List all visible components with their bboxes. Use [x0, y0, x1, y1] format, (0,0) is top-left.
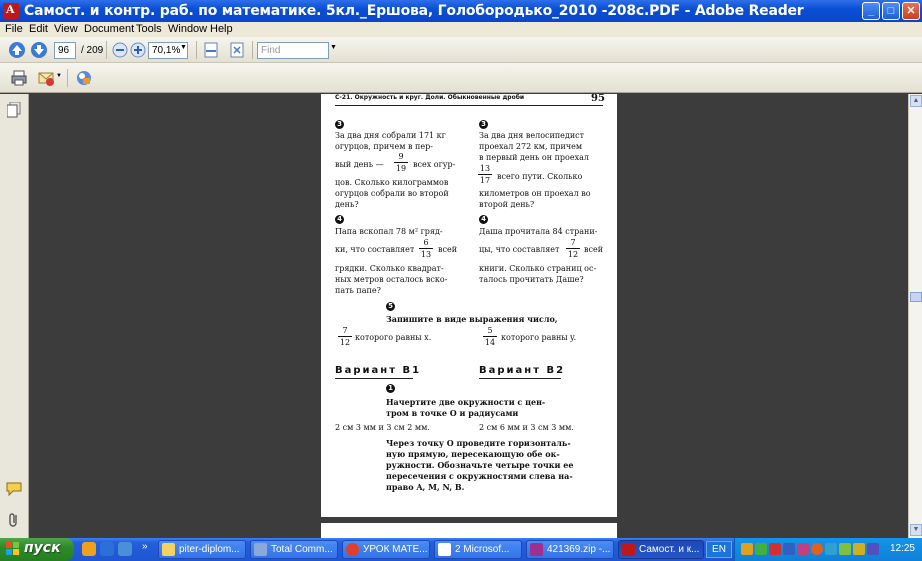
text-line: второй день? — [479, 200, 535, 209]
text-line: ки, что составляет — [335, 245, 415, 254]
fit-width-icon[interactable] — [202, 41, 220, 59]
taskbar — [0, 538, 922, 561]
fraction — [338, 326, 352, 347]
pdf-next-page — [321, 523, 617, 538]
find-dropdown-arrow-icon[interactable]: ▼ — [330, 44, 337, 51]
variant-underline — [335, 378, 413, 379]
text-line: пать папе? — [335, 286, 381, 295]
header-rule — [335, 105, 603, 106]
navigation-panel — [0, 94, 29, 538]
fraction — [394, 152, 408, 173]
menu-bar — [0, 22, 922, 37]
text-line: пересечения с окружностями слева на- — [386, 471, 573, 481]
clock[interactable]: 12:25 — [889, 543, 915, 554]
text-line: книги. Сколько страниц ос- — [479, 264, 597, 273]
page-number: 95 — [591, 94, 605, 104]
zoom-out-icon[interactable] — [111, 41, 129, 59]
variant-underline — [479, 378, 561, 379]
text-line: 2 см 3 мм и 3 см 2 мм. — [335, 423, 430, 432]
toolbar-divider — [252, 41, 253, 59]
vertical-scrollbar[interactable] — [908, 94, 922, 538]
collaborate-icon[interactable] — [75, 69, 93, 87]
pages-panel-icon[interactable] — [7, 102, 21, 118]
text-line: Через точку O проведите горизонталь- — [386, 438, 571, 448]
text-line: которого равны x. — [355, 333, 432, 342]
minimize-button[interactable]: _ — [862, 2, 880, 20]
close-button[interactable]: ✕ — [902, 2, 920, 20]
text-line: ную прямую, пересекающую обе ок- — [386, 449, 560, 459]
text-line: Запишите в виде выражения число, — [386, 314, 558, 324]
total-commander-icon — [254, 543, 267, 556]
start-label: пуск — [24, 540, 61, 556]
fit-page-icon[interactable] — [228, 41, 246, 59]
fraction-numerator: 6 — [423, 238, 429, 247]
system-tray — [734, 538, 922, 561]
text-line: огурцов собрали во второй — [335, 189, 449, 198]
variant-b1-heading: Вариант В1 — [335, 365, 422, 376]
taskbar-item[interactable]: 2 Microsof... — [434, 540, 522, 559]
windows-logo-icon — [6, 542, 20, 556]
task-number-badge: 4 — [479, 215, 488, 224]
tray-app-icon[interactable] — [825, 543, 837, 555]
attachments-paperclip-icon[interactable] — [7, 512, 21, 528]
task-number-badge: 4 — [335, 215, 344, 224]
toolbar-divider — [196, 41, 197, 59]
fraction — [566, 238, 580, 259]
scroll-down-arrow-icon[interactable]: ▼ — [910, 524, 922, 536]
text-line: вый день — — [335, 160, 384, 169]
variant-b2-heading: Вариант В2 — [479, 365, 566, 376]
fraction-denominator: 19 — [395, 164, 407, 173]
chrome-icon — [346, 543, 359, 556]
fraction-denominator: 14 — [484, 338, 496, 347]
page-total: / 209 — [81, 45, 104, 56]
menu-window[interactable]: Window — [168, 23, 208, 35]
taskbar-item-active[interactable]: Самост. и к... — [618, 540, 704, 559]
file-toolbar — [0, 63, 922, 93]
menu-help[interactable]: Help — [210, 23, 233, 35]
pdf-page — [321, 94, 617, 517]
text-line: проехал 272 км, причем — [479, 142, 583, 151]
text-line: За два дня велосипедист — [479, 131, 585, 140]
page-header-title: С-21. Окружность и круг. Доли. Обыкновенные дроби — [335, 94, 525, 101]
tray-app-icon[interactable] — [741, 543, 753, 555]
fraction-denominator: 12 — [339, 338, 351, 347]
text-line: всей — [438, 245, 458, 254]
text-line: всей — [584, 245, 604, 254]
tray-app-icon[interactable] — [811, 543, 823, 555]
email-icon[interactable] — [37, 69, 55, 87]
adobe-reader-icon — [622, 543, 635, 556]
menu-document[interactable]: Document — [84, 23, 135, 35]
zoom-level-select[interactable]: 70,1% — [148, 42, 188, 59]
text-line: Папа вскопал 78 м² гряд- — [335, 227, 443, 236]
tray-app-icon[interactable] — [797, 543, 809, 555]
fraction-denominator: 13 — [420, 250, 432, 259]
zoom-dropdown-arrow-icon[interactable]: ▼ — [180, 44, 187, 51]
fraction-numerator: 13 — [479, 164, 491, 173]
window-title: Самост. и контр. раб. по математике. 5кл._Ершова, Голобородько_2010 -208с.PDF - Adobe Reader — [24, 3, 804, 19]
email-dropdown-arrow-icon[interactable]: ▼ — [56, 73, 62, 79]
taskbar-item[interactable]: 421369.zip -... — [526, 540, 614, 559]
adobe-reader-icon: A — [3, 3, 19, 19]
tray-app-icon[interactable] — [867, 543, 879, 555]
print-icon[interactable] — [10, 69, 28, 87]
text-line: талось прочитать Даше? — [479, 275, 584, 284]
comments-panel-icon[interactable] — [6, 482, 22, 496]
taskbar-item[interactable]: piter-diplom... — [158, 540, 246, 559]
tray-app-icon[interactable] — [769, 543, 781, 555]
fraction — [483, 326, 497, 347]
tray-app-icon[interactable] — [853, 543, 865, 555]
task-number-badge: 3 — [335, 120, 344, 129]
tray-app-icon[interactable] — [783, 543, 795, 555]
taskbar-item[interactable]: Total Comm... — [250, 540, 338, 559]
quicklaunch-avast-icon[interactable] — [82, 542, 96, 556]
find-input[interactable]: Find — [257, 42, 329, 59]
text-line: Начертите две окружности с цен- — [386, 397, 546, 407]
maximize-button[interactable]: □ — [882, 2, 900, 20]
text-line: тром в точке O и радиусами — [386, 408, 519, 418]
menu-view[interactable]: View — [54, 23, 78, 35]
taskbar-item[interactable]: УРОК МАТЕ... — [342, 540, 430, 559]
quicklaunch-desktop-icon[interactable] — [118, 542, 132, 556]
text-line: Даша прочитала 84 страни- — [479, 227, 598, 236]
text-line: право A, M, N, B. — [386, 482, 465, 492]
fraction-denominator: 12 — [567, 250, 579, 259]
document-view[interactable] — [29, 94, 908, 538]
text-line: ных метров осталось вско- — [335, 275, 448, 284]
fraction — [419, 238, 433, 259]
scrollbar-thumb[interactable] — [910, 292, 922, 302]
task-number-badge: 5 — [386, 302, 395, 311]
text-line: 2 см 6 мм и 3 см 3 мм. — [479, 423, 574, 432]
menu-tools[interactable]: Tools — [136, 23, 162, 35]
tray-app-icon[interactable] — [839, 543, 851, 555]
language-indicator[interactable]: EN — [706, 541, 732, 558]
text-line: цов. Сколько килограммов — [335, 178, 449, 187]
scroll-up-arrow-icon[interactable]: ▲ — [910, 95, 922, 107]
text-line: километров он проехал во — [479, 189, 591, 198]
zoom-in-icon[interactable] — [129, 41, 147, 59]
title-bar[interactable] — [0, 0, 922, 22]
fraction-denominator: 17 — [479, 176, 491, 185]
folder-icon — [162, 543, 175, 556]
text-line: За два дня собрали 171 кг — [335, 131, 446, 140]
fraction-numerator: 5 — [487, 326, 493, 335]
text-line: грядки. Сколько квадрат- — [335, 264, 444, 273]
quicklaunch-ie-icon[interactable] — [100, 542, 114, 556]
next-page-icon[interactable] — [30, 41, 48, 59]
task-number-badge: 3 — [479, 120, 488, 129]
quicklaunch-more-icon[interactable]: » — [142, 541, 148, 552]
tray-app-icon[interactable] — [755, 543, 767, 555]
toolbar-divider — [67, 69, 68, 87]
menu-edit[interactable]: Edit — [29, 23, 48, 35]
start-button[interactable] — [0, 538, 74, 561]
page-number-input[interactable]: 96 — [54, 42, 76, 59]
fraction-numerator: 7 — [342, 326, 348, 335]
text-line: цы, что составляет — [479, 245, 560, 254]
text-line: всего пути. Сколько — [497, 172, 583, 181]
task-number-badge: 1 — [386, 384, 395, 393]
text-line: огурцов, причем в пер- — [335, 142, 433, 151]
fraction — [478, 164, 492, 185]
toolbar-divider — [106, 41, 107, 59]
text-line: день? — [335, 200, 359, 209]
previous-page-icon[interactable] — [8, 41, 26, 59]
menu-file[interactable]: File — [5, 23, 23, 35]
word-icon — [438, 543, 451, 556]
text-line: в первый день он проехал — [479, 153, 589, 162]
fraction-numerator: 7 — [570, 238, 576, 247]
text-line: ружности. Обозначьте четыре точки ее — [386, 460, 574, 470]
winrar-icon — [530, 543, 543, 556]
text-line: которого равны y. — [501, 333, 577, 342]
text-line: всех огур- — [413, 160, 456, 169]
navigation-toolbar — [0, 37, 922, 63]
fraction-numerator: 9 — [398, 152, 404, 161]
